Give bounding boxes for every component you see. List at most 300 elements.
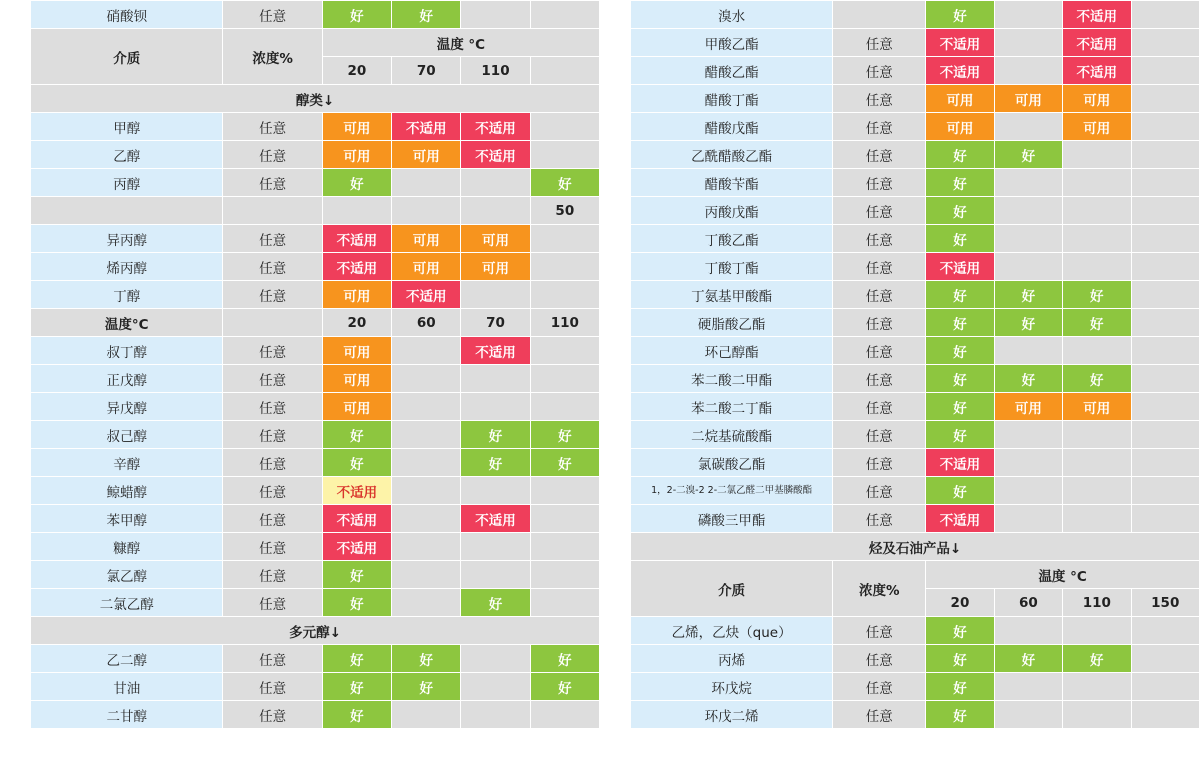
rating-cell <box>1063 253 1130 280</box>
media-name: 硬脂酸乙酯 <box>631 309 832 336</box>
concentration: 任意 <box>223 141 321 168</box>
rating-cell <box>1132 365 1200 392</box>
rating-cell <box>995 1 1062 28</box>
rating-cell <box>531 533 599 560</box>
rating-cell <box>1132 29 1200 56</box>
rating-cell <box>461 197 529 224</box>
media-name: 鲸蜡醇 <box>31 477 222 504</box>
concentration: 任意 <box>833 337 925 364</box>
table-row <box>631 57 1199 84</box>
table-row <box>631 477 1199 504</box>
table-header-row <box>631 561 1199 588</box>
concentration: 任意 <box>833 645 925 672</box>
table-row <box>31 393 599 420</box>
rating-cell <box>1132 225 1200 252</box>
rating-cell: 好 <box>461 589 529 616</box>
section-title: 多元醇↓ <box>31 617 599 644</box>
header-temp-2: 60 <box>392 309 460 336</box>
concentration: 任意 <box>223 701 321 728</box>
rating-cell <box>995 617 1062 644</box>
rating-cell: 好 <box>926 309 993 336</box>
rating-cell: 不适用 <box>926 57 993 84</box>
rating-cell <box>1132 673 1200 700</box>
table-row <box>631 421 1199 448</box>
rating-cell: 可用 <box>1063 393 1130 420</box>
rating-cell <box>392 169 460 196</box>
rating-cell: 好 <box>995 645 1062 672</box>
concentration: 任意 <box>223 253 321 280</box>
rating-cell <box>392 365 460 392</box>
rating-cell <box>461 281 529 308</box>
rating-cell: 好 <box>926 141 993 168</box>
rating-cell <box>461 477 529 504</box>
rating-cell: 好 <box>323 673 391 700</box>
concentration: 任意 <box>833 617 925 644</box>
media-name <box>31 197 222 224</box>
concentration: 任意 <box>833 309 925 336</box>
media-name: 环戊烷 <box>631 673 832 700</box>
table-row <box>631 393 1199 420</box>
table-row <box>31 113 599 140</box>
rating-cell: 不适用 <box>323 477 391 504</box>
rating-cell <box>1063 617 1130 644</box>
concentration: 任意 <box>833 85 925 112</box>
rating-cell <box>995 701 1062 728</box>
rating-cell: 好 <box>926 673 993 700</box>
rating-cell <box>995 505 1062 532</box>
table-row <box>631 225 1199 252</box>
table-row <box>631 1 1199 28</box>
rating-cell: 好 <box>461 449 529 476</box>
rating-cell: 好 <box>531 169 599 196</box>
table-row <box>31 365 599 392</box>
header-temp-2: 70 <box>392 57 460 84</box>
rating-cell <box>995 337 1062 364</box>
table-row <box>31 225 599 252</box>
media-name: 丁酸丁酯 <box>631 253 832 280</box>
table-row <box>31 673 599 700</box>
concentration: 任意 <box>833 505 925 532</box>
rating-cell: 可用 <box>1063 113 1130 140</box>
rating-cell: 好 <box>926 617 993 644</box>
media-name: 叔己醇 <box>31 421 222 448</box>
media-name: 甲酸乙酯 <box>631 29 832 56</box>
rating-cell: 不适用 <box>323 225 391 252</box>
concentration: 任意 <box>223 337 321 364</box>
rating-cell: 好 <box>323 589 391 616</box>
rating-cell: 好 <box>1063 365 1130 392</box>
rating-cell <box>392 505 460 532</box>
table-row <box>31 645 599 672</box>
rating-cell: 好 <box>926 421 993 448</box>
table-row <box>631 85 1199 112</box>
rating-cell <box>995 421 1062 448</box>
rating-cell: 好 <box>926 169 993 196</box>
media-name: 叔丁醇 <box>31 337 222 364</box>
table-row <box>631 29 1199 56</box>
rating-cell <box>1132 141 1200 168</box>
concentration: 任意 <box>833 29 925 56</box>
media-name: 醋酸乙酯 <box>631 57 832 84</box>
header-temperature: 温度 °C <box>926 561 1199 588</box>
header-temperature: 温度°C <box>31 309 222 336</box>
table-row <box>631 617 1199 644</box>
rating-cell <box>1063 477 1130 504</box>
rating-cell <box>461 365 529 392</box>
rating-cell <box>461 645 529 672</box>
rating-cell: 好 <box>323 1 391 28</box>
table-row <box>631 449 1199 476</box>
rating-cell: 不适用 <box>926 449 993 476</box>
rating-cell: 好 <box>926 393 993 420</box>
rating-cell <box>1132 449 1200 476</box>
media-name: 磷酸三甲酯 <box>631 505 832 532</box>
table-row <box>31 281 599 308</box>
rating-cell <box>1132 1 1200 28</box>
media-name: 苯二酸二甲酯 <box>631 365 832 392</box>
rating-cell <box>392 197 460 224</box>
rating-cell <box>531 365 599 392</box>
header-temp-4: 110 <box>531 309 599 336</box>
header-concentration: 浓度% <box>833 561 925 616</box>
rating-cell <box>392 449 460 476</box>
concentration: 任意 <box>833 281 925 308</box>
table-row <box>631 337 1199 364</box>
concentration: 任意 <box>223 365 321 392</box>
rating-cell <box>1132 197 1200 224</box>
media-name: 异丙醇 <box>31 225 222 252</box>
rating-cell: 不适用 <box>323 505 391 532</box>
media-name: 氯碳酸乙酯 <box>631 449 832 476</box>
table-row <box>631 309 1199 336</box>
rating-cell <box>1063 337 1130 364</box>
rating-cell: 可用 <box>323 393 391 420</box>
rating-cell <box>1063 449 1130 476</box>
media-name: 环己醇酯 <box>631 337 832 364</box>
media-name: 甲醇 <box>31 113 222 140</box>
left-table-column <box>30 0 600 762</box>
table-row <box>31 1 599 28</box>
media-name: 醋酸丁酯 <box>631 85 832 112</box>
rating-cell <box>1132 113 1200 140</box>
table-row <box>631 141 1199 168</box>
table-row <box>631 169 1199 196</box>
media-name: 丁醇 <box>31 281 222 308</box>
concentration: 任意 <box>833 141 925 168</box>
header-temp-4: 150 <box>1132 589 1200 616</box>
header-temperature: 温度 °C <box>323 29 599 56</box>
concentration: 任意 <box>223 589 321 616</box>
rating-cell: 50 <box>531 197 599 224</box>
concentration: 任意 <box>833 421 925 448</box>
rating-cell <box>995 113 1062 140</box>
rating-cell <box>531 141 599 168</box>
rating-cell <box>323 197 391 224</box>
rating-cell <box>392 421 460 448</box>
rating-cell: 可用 <box>1063 85 1130 112</box>
rating-cell: 好 <box>995 281 1062 308</box>
media-name: 丁酸乙酯 <box>631 225 832 252</box>
concentration: 任意 <box>223 449 321 476</box>
rating-cell: 好 <box>392 1 460 28</box>
rating-cell <box>461 561 529 588</box>
media-name: 硝酸钡 <box>31 1 222 28</box>
rating-cell <box>531 225 599 252</box>
rating-cell <box>1063 169 1130 196</box>
rating-cell <box>392 477 460 504</box>
table-row <box>31 253 599 280</box>
rating-cell: 可用 <box>995 85 1062 112</box>
rating-cell: 好 <box>531 645 599 672</box>
rating-cell <box>1132 253 1200 280</box>
header-temp-4 <box>531 57 599 84</box>
media-name: 乙烯，乙炔（que） <box>631 617 832 644</box>
rating-cell: 可用 <box>392 253 460 280</box>
rating-cell <box>531 281 599 308</box>
rating-cell <box>995 673 1062 700</box>
rating-cell: 好 <box>926 701 993 728</box>
header-temp-1: 20 <box>926 589 993 616</box>
media-name: 苯二酸二丁酯 <box>631 393 832 420</box>
rating-cell: 可用 <box>323 141 391 168</box>
rating-cell: 好 <box>323 701 391 728</box>
table-row <box>31 561 599 588</box>
header-temp-1: 20 <box>323 309 391 336</box>
table-row <box>631 113 1199 140</box>
rating-cell: 好 <box>531 449 599 476</box>
concentration: 任意 <box>223 113 321 140</box>
rating-cell: 好 <box>926 337 993 364</box>
rating-cell: 不适用 <box>1063 1 1130 28</box>
section-title: 醇类↓ <box>31 85 599 112</box>
rating-cell <box>1132 337 1200 364</box>
media-name: 甘油 <box>31 673 222 700</box>
concentration: 任意 <box>833 169 925 196</box>
rating-cell: 不适用 <box>926 505 993 532</box>
header-concentration: 浓度% <box>223 29 321 84</box>
table-row <box>631 505 1199 532</box>
rating-cell <box>995 29 1062 56</box>
rating-cell <box>1063 197 1130 224</box>
table-row <box>31 505 599 532</box>
rating-cell: 好 <box>1063 281 1130 308</box>
rating-cell: 可用 <box>323 281 391 308</box>
media-name: 二甘醇 <box>31 701 222 728</box>
section-row <box>31 85 599 112</box>
concentration: 任意 <box>833 701 925 728</box>
header-temp-3: 110 <box>1063 589 1130 616</box>
rating-cell: 好 <box>926 1 993 28</box>
media-name: 氯乙醇 <box>31 561 222 588</box>
media-name: 二氯乙醇 <box>31 589 222 616</box>
media-name: 苯甲醇 <box>31 505 222 532</box>
media-name: 醋酸戊酯 <box>631 113 832 140</box>
concentration: 任意 <box>833 113 925 140</box>
media-name: 乙二醇 <box>31 645 222 672</box>
rating-cell <box>1132 701 1200 728</box>
media-name: 丙酸戊酯 <box>631 197 832 224</box>
rating-cell <box>531 477 599 504</box>
header-media: 介质 <box>31 29 222 84</box>
media-name: 1，2-二溴-2 2-二氯乙醛二甲基膦酸酯 <box>631 477 832 504</box>
concentration: 任意 <box>223 421 321 448</box>
rating-cell: 可用 <box>323 365 391 392</box>
header-temp-2: 60 <box>995 589 1062 616</box>
concentration: 任意 <box>223 533 321 560</box>
rating-cell <box>1132 421 1200 448</box>
header-temp-3: 70 <box>461 309 529 336</box>
rating-cell: 不适用 <box>392 113 460 140</box>
rating-cell: 不适用 <box>1063 29 1130 56</box>
rating-cell: 好 <box>926 477 993 504</box>
table-row <box>631 281 1199 308</box>
concentration: 任意 <box>833 673 925 700</box>
table-row <box>31 533 599 560</box>
table-row <box>31 421 599 448</box>
concentration <box>833 1 925 28</box>
concentration: 任意 <box>223 393 321 420</box>
rating-cell: 好 <box>392 673 460 700</box>
rating-cell <box>531 253 599 280</box>
rating-cell: 不适用 <box>323 533 391 560</box>
rating-cell: 好 <box>926 645 993 672</box>
section-title: 烃及石油产品↓ <box>631 533 1199 560</box>
rating-cell: 不适用 <box>1063 57 1130 84</box>
rating-cell <box>1132 281 1200 308</box>
section-row <box>631 533 1199 560</box>
media-name: 乙醇 <box>31 141 222 168</box>
table-row <box>631 701 1199 728</box>
rating-cell: 不适用 <box>926 253 993 280</box>
table-row <box>31 449 599 476</box>
rating-cell: 可用 <box>461 225 529 252</box>
rating-cell <box>461 169 529 196</box>
rating-cell <box>995 477 1062 504</box>
rating-cell <box>995 225 1062 252</box>
concentration: 任意 <box>223 673 321 700</box>
rating-cell <box>531 589 599 616</box>
table-row <box>631 673 1199 700</box>
concentration: 任意 <box>833 393 925 420</box>
table-row <box>631 197 1199 224</box>
rating-cell: 好 <box>531 673 599 700</box>
rating-cell: 可用 <box>392 141 460 168</box>
section-row <box>31 617 599 644</box>
rating-cell <box>461 533 529 560</box>
table-row <box>31 141 599 168</box>
rating-cell <box>531 393 599 420</box>
table-row <box>631 645 1199 672</box>
rating-cell: 不适用 <box>926 29 993 56</box>
media-name: 糠醇 <box>31 533 222 560</box>
rating-cell <box>392 337 460 364</box>
rating-cell: 不适用 <box>323 253 391 280</box>
rating-cell <box>392 393 460 420</box>
rating-cell <box>1132 57 1200 84</box>
rating-cell: 好 <box>323 645 391 672</box>
rating-cell <box>392 533 460 560</box>
rating-cell <box>1063 701 1130 728</box>
rating-cell: 可用 <box>323 337 391 364</box>
concentration: 任意 <box>833 225 925 252</box>
media-name: 二烷基硫酸酯 <box>631 421 832 448</box>
table-row <box>31 197 599 224</box>
table-header-row <box>31 29 599 56</box>
rating-cell: 不适用 <box>461 113 529 140</box>
rating-cell <box>1063 141 1130 168</box>
table-row <box>31 169 599 196</box>
table-row <box>631 365 1199 392</box>
rating-cell: 好 <box>1063 309 1130 336</box>
rating-cell <box>995 253 1062 280</box>
media-name: 异戊醇 <box>31 393 222 420</box>
concentration: 任意 <box>223 1 321 28</box>
rating-cell <box>1132 617 1200 644</box>
rating-cell <box>995 169 1062 196</box>
rating-cell <box>531 505 599 532</box>
header-temp-3: 110 <box>461 57 529 84</box>
rating-cell: 不适用 <box>461 505 529 532</box>
rating-cell <box>1063 505 1130 532</box>
table-header-row <box>31 309 599 336</box>
rating-cell <box>1132 645 1200 672</box>
rating-cell: 可用 <box>926 85 993 112</box>
rating-cell <box>995 57 1062 84</box>
rating-cell <box>1132 393 1200 420</box>
rating-cell <box>1132 477 1200 504</box>
rating-cell: 好 <box>926 365 993 392</box>
media-name: 丁氨基甲酸酯 <box>631 281 832 308</box>
concentration: 任意 <box>833 197 925 224</box>
media-name: 溴水 <box>631 1 832 28</box>
rating-cell: 好 <box>926 197 993 224</box>
header-spacer <box>223 309 321 336</box>
rating-cell <box>1063 225 1130 252</box>
rating-cell <box>392 701 460 728</box>
concentration: 任意 <box>223 505 321 532</box>
rating-cell: 好 <box>323 421 391 448</box>
header-temp-1: 20 <box>323 57 391 84</box>
rating-cell: 可用 <box>995 393 1062 420</box>
media-name: 烯丙醇 <box>31 253 222 280</box>
rating-cell <box>531 561 599 588</box>
rating-cell: 可用 <box>323 113 391 140</box>
rating-cell <box>1132 169 1200 196</box>
rating-cell: 好 <box>461 421 529 448</box>
rating-cell: 不适用 <box>461 141 529 168</box>
rating-cell <box>461 701 529 728</box>
rating-cell <box>1132 505 1200 532</box>
rating-cell <box>1132 309 1200 336</box>
rating-cell: 好 <box>392 645 460 672</box>
concentration: 任意 <box>833 365 925 392</box>
rating-cell: 好 <box>323 561 391 588</box>
media-name: 丙烯 <box>631 645 832 672</box>
rating-cell <box>1063 673 1130 700</box>
table-row <box>31 477 599 504</box>
rating-cell <box>392 561 460 588</box>
rating-cell <box>531 1 599 28</box>
rating-cell: 好 <box>926 225 993 252</box>
left-table <box>30 0 600 729</box>
rating-cell: 可用 <box>392 225 460 252</box>
concentration: 任意 <box>223 477 321 504</box>
rating-cell: 好 <box>926 281 993 308</box>
media-name: 丙醇 <box>31 169 222 196</box>
rating-cell: 不适用 <box>461 337 529 364</box>
rating-cell <box>392 589 460 616</box>
rating-cell <box>461 673 529 700</box>
